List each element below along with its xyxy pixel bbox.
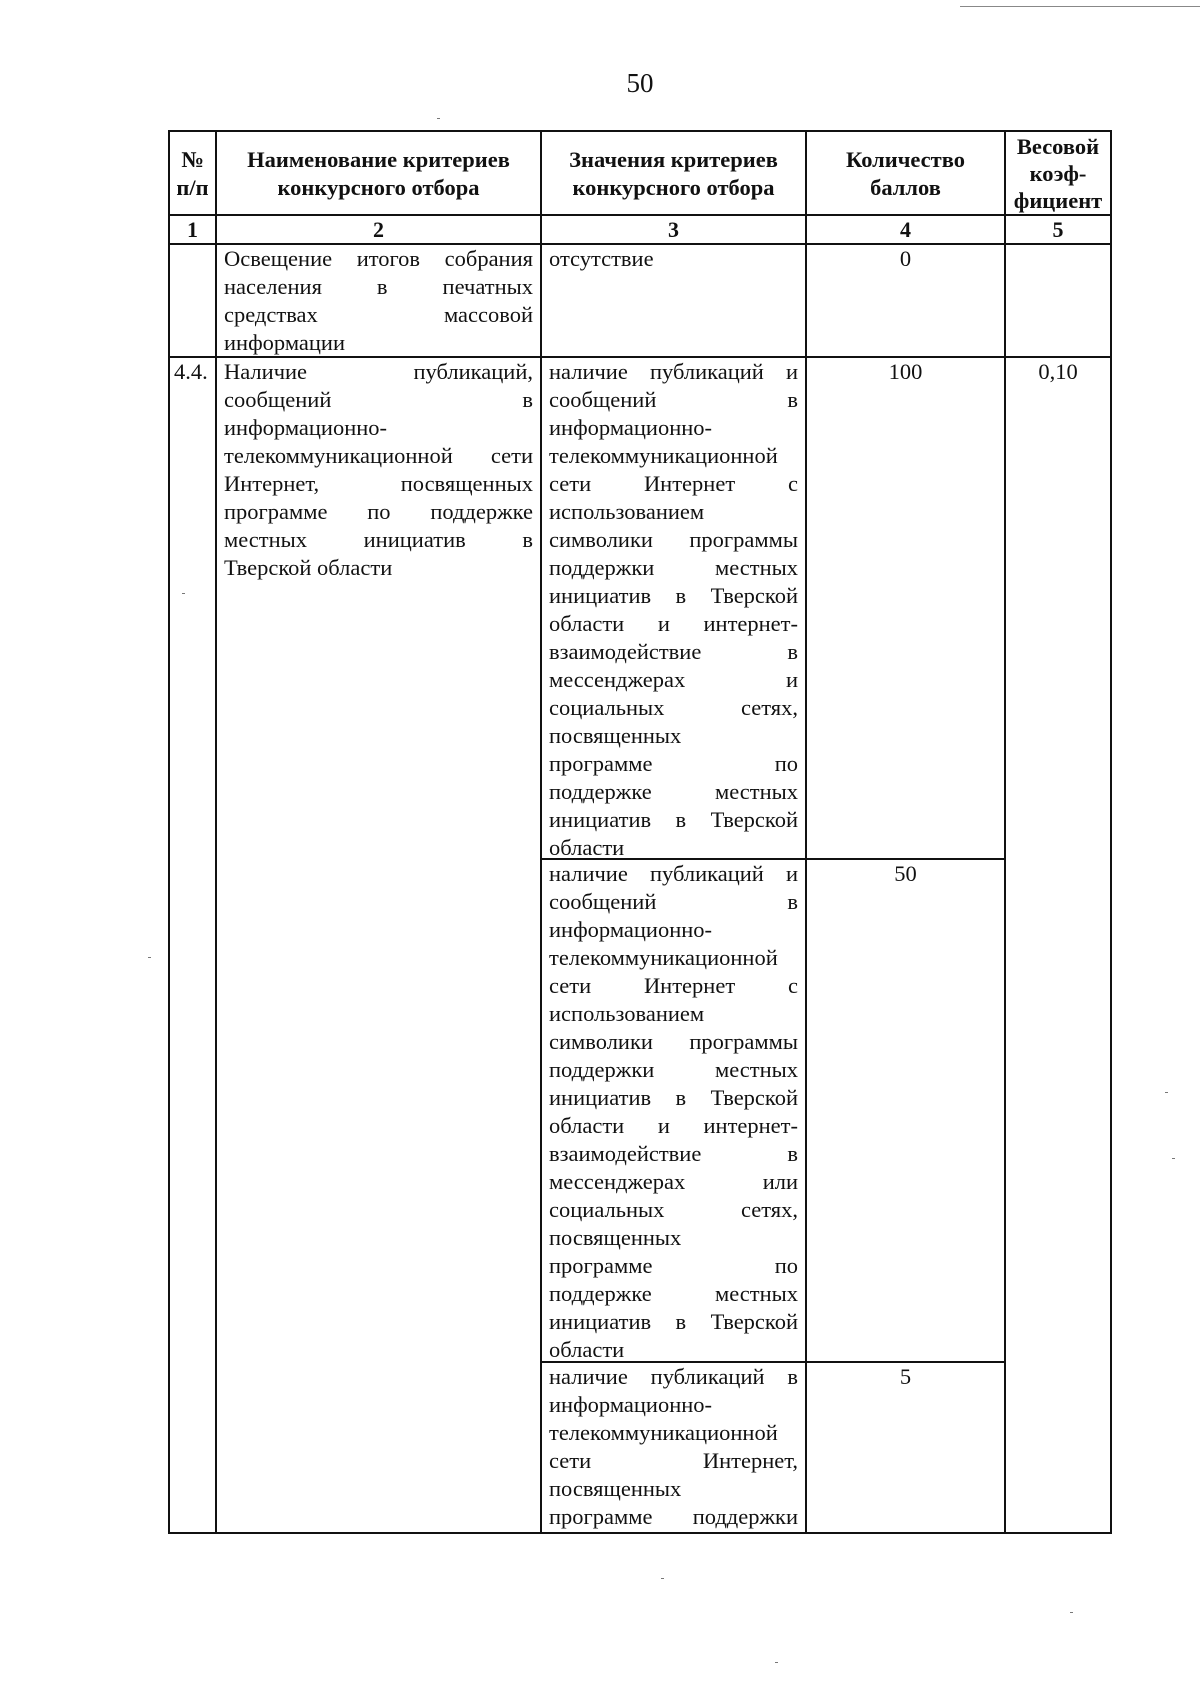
points-option-2: 50 [894, 861, 917, 886]
weight-coefficient: 0,10 [1038, 359, 1078, 384]
value-absence: отсутствие [549, 246, 654, 271]
criterion-line: Освещение итогов собрания [224, 246, 533, 271]
column-number: 5 [1052, 217, 1064, 242]
criterion-line: населения в печатных [224, 274, 533, 299]
scan-speck [1165, 1092, 1168, 1093]
criterion-publications: Наличие публикаций, сообщений в информационно- телекоммуникационной сети Интернет, посвященных программе по поддержке местных инициатив в Тверской области [224, 359, 533, 580]
page-number: 50 [626, 68, 654, 98]
scan-speck [182, 593, 185, 594]
scan-speck [661, 1578, 664, 1579]
column-number: 4 [900, 217, 911, 242]
scan-speck [775, 1662, 778, 1663]
points-option-3: 5 [899, 1364, 912, 1389]
criterion-coverage [217, 245, 540, 357]
header-criterion-value: Значения критериев конкурсного отбора [569, 147, 778, 200]
header-points: Количество баллов [846, 147, 965, 200]
header-criterion-name: Наименование критериев конкурсного отбора [247, 147, 510, 200]
scan-edge-line [960, 6, 1200, 7]
value-option-1: наличие публикаций и сообщений в информационно- телекоммуникационной сети Интернет с использованием символики программы поддержки местных инициатив в Тверской области и интернет- взаимодействие в мессенджерах и социальных сетях, посвященных программе по поддержке местных инициатив в Тверской области [549, 359, 798, 860]
value-option-2: наличие публикаций и сообщений в информационно- телекоммуникационной сети Интернет с использованием символики программы поддержки местных инициатив в Тверской области и интернет- взаимодействие в мессенджерах или социальных сетях, посвященных программе по поддержке местных инициатив в Тверской области [549, 861, 798, 1362]
column-number: 2 [373, 217, 384, 242]
column-number: 1 [187, 217, 198, 242]
row-number: 4.4. [174, 359, 208, 384]
criterion-line: информации [224, 330, 346, 355]
scan-speck [1070, 1612, 1073, 1613]
points-option-1: 100 [888, 359, 923, 384]
scan-speck [148, 957, 151, 958]
scan-speck [437, 118, 440, 119]
header-weight: Весовой коэф- фициент [1013, 133, 1103, 213]
column-number: 3 [668, 217, 679, 242]
scan-speck [1172, 1158, 1175, 1159]
criterion-line: средствах массовой [224, 302, 533, 327]
header-number: № п/п [176, 147, 209, 200]
value-option-3: наличие публикаций в информационно- телекоммуникационной сети Интернет, посвященных программе поддержки [549, 1364, 798, 1529]
points-absence: 0 [899, 246, 912, 271]
